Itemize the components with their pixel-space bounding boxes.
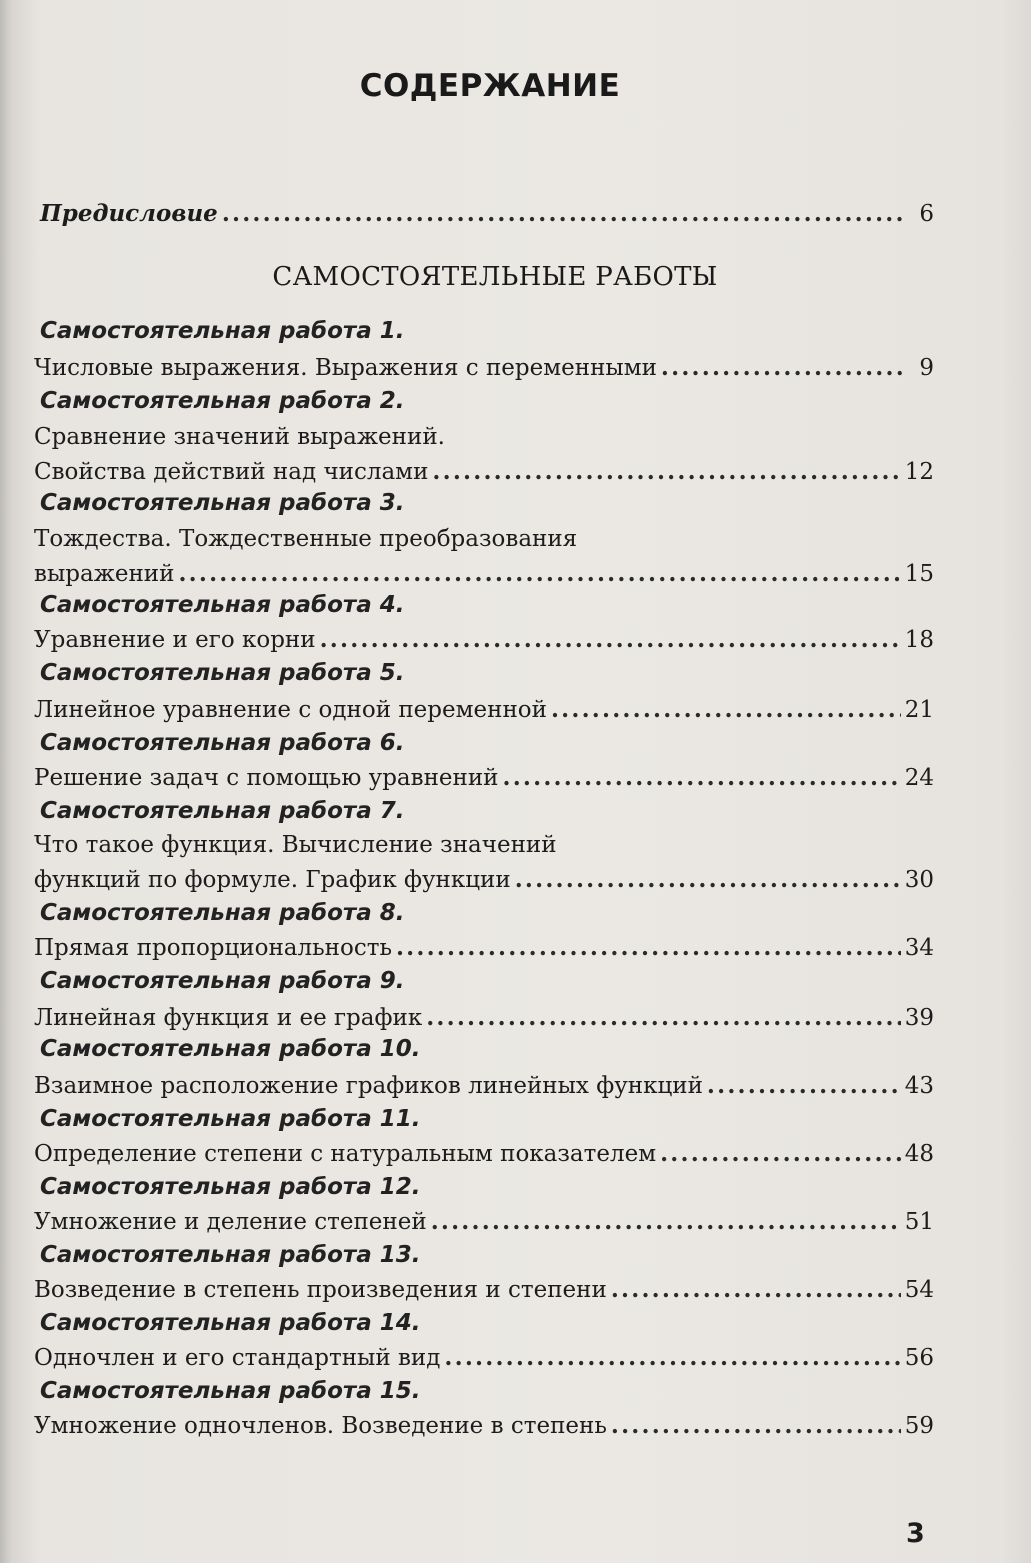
dot-leader [426, 1004, 901, 1031]
toc-entry [34, 626, 934, 660]
preface-page: 6 [919, 201, 934, 227]
toc-entry [34, 1412, 934, 1446]
toc-entry [34, 696, 934, 730]
entry-page: 9 [919, 355, 934, 381]
dot-leader [444, 1344, 900, 1371]
toc-entry [34, 458, 934, 492]
entry-page: 43 [904, 1073, 934, 1099]
entry-page: 24 [904, 765, 934, 791]
entry-text: функций по формуле. График функции [34, 867, 511, 893]
work-heading: Самостоятельная работа 2. [40, 388, 405, 414]
toc-entry [34, 354, 934, 388]
work-heading: Самостоятельная работа 6. [40, 730, 405, 756]
entry-page: 51 [904, 1209, 934, 1235]
page-number: 3 [906, 1518, 925, 1549]
toc-entry [34, 1004, 934, 1038]
dot-leader [661, 354, 904, 381]
entry-text: Числовые выражения. Выражения с переменными [34, 355, 657, 381]
entry-text: Линейное уравнение с одной переменной [34, 697, 547, 723]
entry-page: 56 [904, 1345, 934, 1371]
entry-text: Возведение в степень произведения и степени [34, 1277, 607, 1303]
entry-text: Сравнение значений выражений. [34, 424, 445, 450]
dot-leader [222, 200, 904, 227]
entry-text: Уравнение и его корни [34, 627, 316, 653]
dot-leader [432, 458, 900, 485]
toc-entry [34, 1140, 934, 1174]
toc-entry [34, 764, 934, 798]
entry-text: Линейная функция и ее график [34, 1005, 423, 1031]
toc-entry [34, 1344, 934, 1378]
entry-page: 12 [904, 459, 934, 485]
toc-entry-preface [40, 200, 934, 234]
entry-text: Умножение одночленов. Возведение в степень [34, 1413, 607, 1439]
work-heading: Самостоятельная работа 1. [40, 318, 405, 344]
work-heading: Самостоятельная работа 3. [40, 490, 405, 516]
entry-text: Умножение и деление степеней [34, 1209, 427, 1235]
toc-entry [34, 1208, 934, 1242]
work-heading: Самостоятельная работа 14. [40, 1310, 421, 1336]
work-heading: Самостоятельная работа 13. [40, 1242, 421, 1268]
toc-entry [34, 1072, 934, 1106]
dot-leader [320, 626, 901, 653]
work-heading: Самостоятельная работа 9. [40, 968, 405, 994]
dot-leader [707, 1072, 901, 1099]
entry-text: Прямая пропорциональность [34, 935, 392, 961]
entry-text: Решение задач с помощью уравнений [34, 765, 499, 791]
entry-page: 59 [904, 1413, 934, 1439]
entry-text: Что такое функция. Вычисление значений [34, 832, 557, 858]
entry-page: 54 [904, 1277, 934, 1303]
entry-text: Тождества. Тождественные преобразования [34, 526, 578, 552]
dot-leader [178, 560, 900, 587]
toc-entry [34, 1276, 934, 1310]
toc-entry [34, 866, 934, 900]
entry-text: Определение степени с натуральным показателем [34, 1141, 657, 1167]
entry-text: выражений [34, 561, 175, 587]
dot-leader [503, 764, 901, 791]
entry-page: 15 [904, 561, 934, 587]
work-heading: Самостоятельная работа 12. [40, 1174, 421, 1200]
toc-entry [34, 934, 934, 968]
entry-page: 30 [904, 867, 934, 893]
dot-leader [551, 696, 901, 723]
entry-text: Свойства действий над числами [34, 459, 429, 485]
toc-entry [34, 560, 934, 594]
dot-leader [431, 1208, 901, 1235]
work-heading: Самостоятельная работа 15. [40, 1378, 421, 1404]
section-heading: САМОСТОЯТЕЛЬНЫЕ РАБОТЫ [272, 262, 718, 292]
work-heading: Самостоятельная работа 4. [40, 592, 405, 618]
entry-page: 48 [904, 1141, 934, 1167]
entry-page: 34 [904, 935, 934, 961]
entry-page: 18 [904, 627, 934, 653]
dot-leader [396, 934, 901, 961]
work-heading: Самостоятельная работа 11. [40, 1106, 421, 1132]
dot-leader [660, 1140, 901, 1167]
dot-leader [611, 1412, 901, 1439]
work-heading: Самостоятельная работа 10. [40, 1036, 421, 1062]
work-heading: Самостоятельная работа 8. [40, 900, 405, 926]
entry-text: Взаимное расположение графиков линейных функций [34, 1073, 703, 1099]
entry-page: 21 [904, 697, 934, 723]
dot-leader [611, 1276, 901, 1303]
work-heading: Самостоятельная работа 7. [40, 798, 405, 824]
entry-page: 39 [904, 1005, 934, 1031]
page-title: СОДЕРЖАНИЕ [359, 68, 621, 104]
preface-label: Предисловие [40, 200, 218, 227]
work-heading: Самостоятельная работа 5. [40, 660, 405, 686]
dot-leader [515, 866, 901, 893]
entry-text: Одночлен и его стандартный вид [34, 1345, 441, 1371]
